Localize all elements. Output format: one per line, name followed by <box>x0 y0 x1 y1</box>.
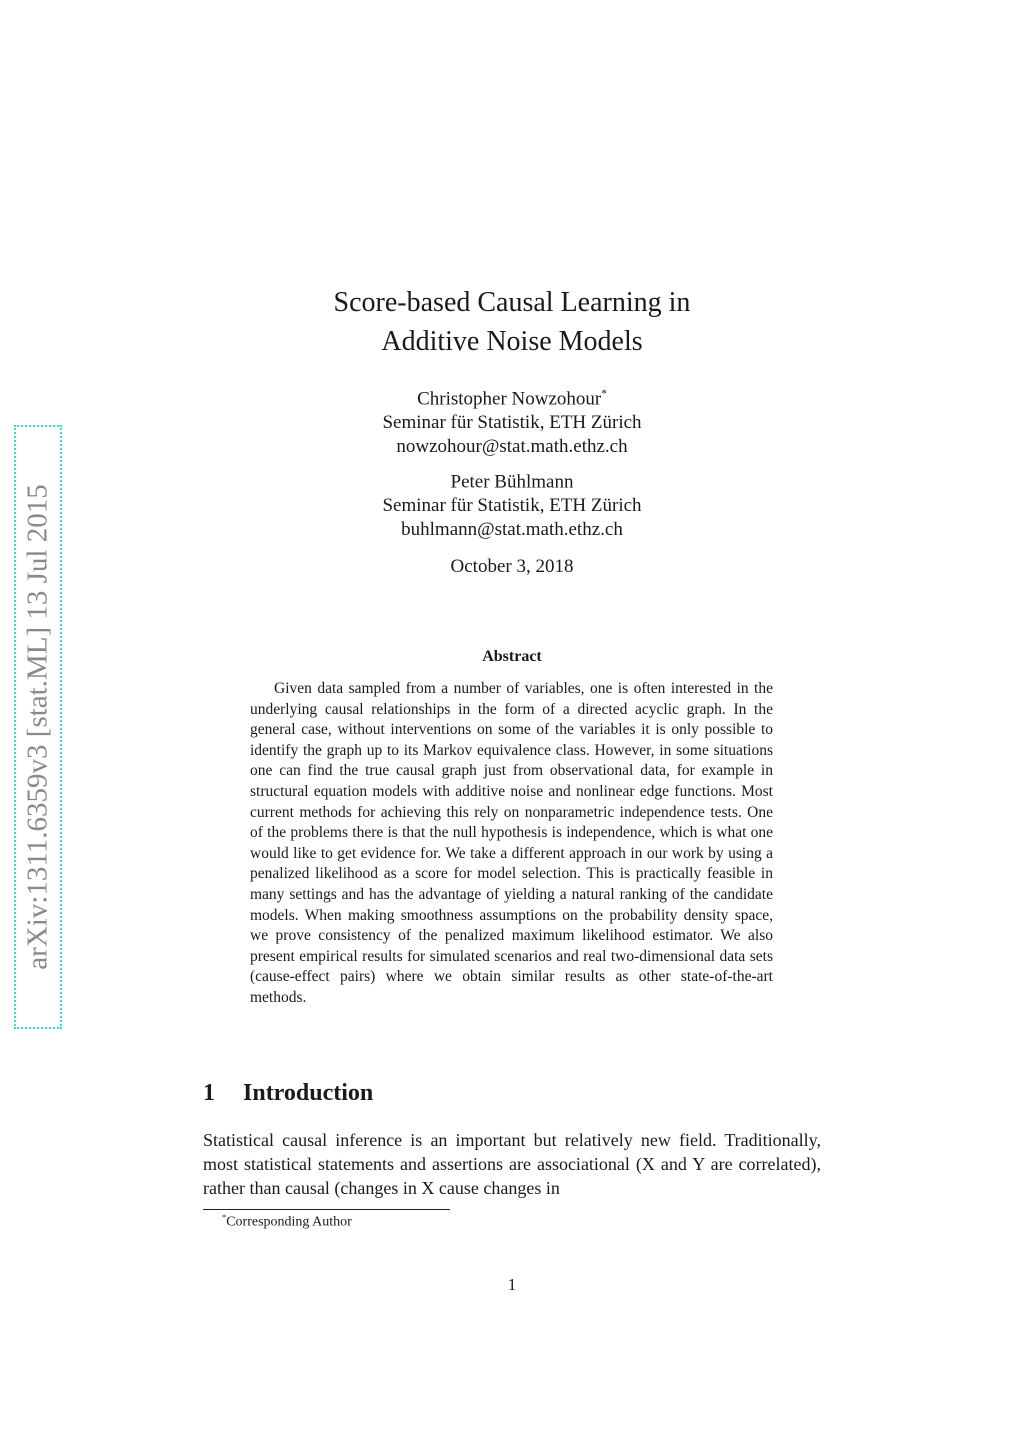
footnote-text: Corresponding Author <box>226 1214 352 1230</box>
section-heading <box>203 1080 373 1107</box>
author-name: Christopher Nowzohour <box>417 388 602 410</box>
arxiv-identifier-stamp <box>14 425 62 1029</box>
author-block-2 <box>200 465 824 542</box>
author-affiliation: Seminar für Statistik, ETH Zürich <box>382 412 642 434</box>
footnote-rule <box>203 1209 450 1210</box>
author-email: nowzohour@stat.math.ethz.ch <box>396 436 628 458</box>
abstract-heading: Abstract <box>482 648 542 665</box>
paper-title-line-1: Score-based Causal Learning in <box>333 287 691 318</box>
arxiv-identifier-text: arXiv:1311.6359v3 [stat.ML] 13 Jul 2015 <box>21 484 54 970</box>
paper-title-line-2: Additive Noise Models <box>381 326 643 357</box>
page-number: 1 <box>507 1275 517 1294</box>
author-email: buhlmann@stat.math.ethz.ch <box>401 519 623 541</box>
introduction-text: Statistical causal inference is an important but relatively new field. Traditionally, most statistical statements and assertions are associational (X and Y are correlated), rather than causal (changes in X cause changes in <box>203 1130 821 1198</box>
footnote-mark: * <box>222 1213 227 1222</box>
footnote-marker: * <box>601 388 607 400</box>
abstract-text: Given data sampled from a number of variables, one is often interested in the underlying causal relationships in the form of a directed acyclic graph. In the general case, without interventions on some of the variables it is only possible to identify the graph up to its Markov equivalence class. However, in some situations one can find the true causal graph just from observational data, for example in structural equation models with additive noise and nonlinear edge functions. Most current methods for achieving this rely on nonparametric independence tests. One of the problems there is that the null hypothesis is independence, which is what one would like to get evidence for. We take a different approach in our work by using a penalized likelihood as a score for model selection. This is practically feasible in many settings and has the advantage of yielding a natural ranking of the candidate models. When making smoothness assumptions on the probability density space, we prove consistency of the penalized maximum likelihood estimator. We also present empirical results for simulated scenarios and real two-dimensional data sets (cause-effect pairs) where we obtain similar results as other state-of-the-art methods. <box>250 680 773 1006</box>
footnote <box>222 1213 352 1231</box>
section-number: 1 <box>203 1080 215 1106</box>
author-block-1 <box>200 382 824 459</box>
author-name: Peter Bühlmann <box>450 471 574 493</box>
paper-date: October 3, 2018 <box>450 556 574 577</box>
paper-title <box>200 283 824 361</box>
author-affiliation: Seminar für Statistik, ETH Zürich <box>382 495 642 517</box>
section-title: Introduction <box>243 1080 374 1106</box>
